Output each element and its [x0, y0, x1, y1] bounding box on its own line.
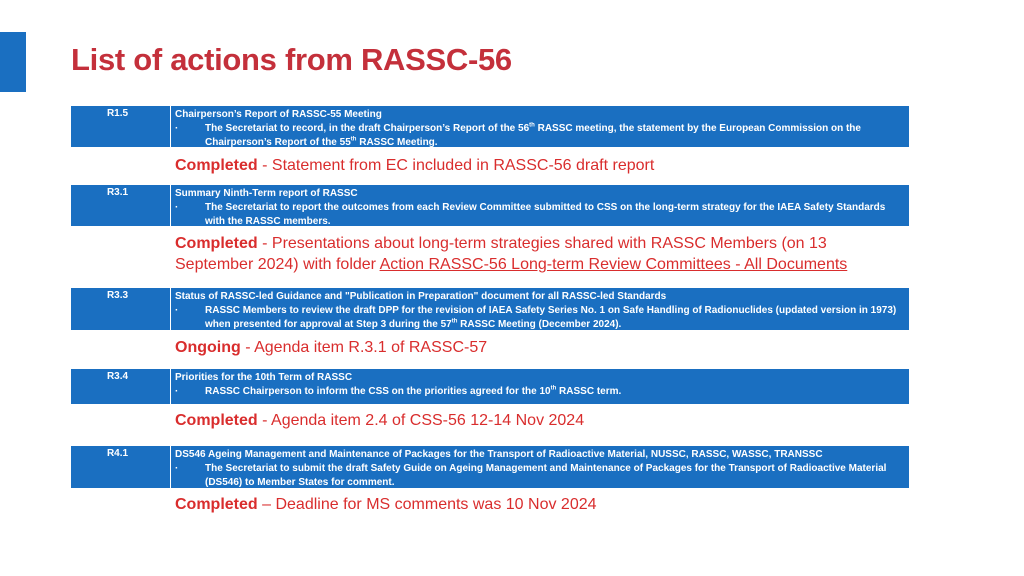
status-line: Completed - Agenda item 2.4 of CSS-56 12-14 Nov 2024 — [175, 412, 585, 429]
action-bullet — [175, 462, 904, 490]
action-text: The Secretariat to submit the draft Safety Guide on Ageing Management and Maintenance of Packages for the Transport of Radioactive Material (DS546) to Member States for comment. — [205, 463, 887, 488]
action-body — [171, 288, 909, 330]
action-heading: Chairperson’s Report of RASSC-55 Meeting — [175, 109, 382, 120]
status-line: Ongoing - Agenda item R.3.1 of RASSC-57 — [175, 339, 488, 356]
action-text: RASSC Members to review the draft DPP for the revision of IAEA Safety Series No. 1 on Safe Handling of Radionuclides (updated version in 1973) when presented for approval at Step 3 during the 57th RASSC Meeting (December 2024). — [205, 305, 897, 330]
action-id: R1.5 — [71, 106, 171, 147]
status-text: Agenda item 2.4 of CSS-56 12-14 Nov 2024 — [271, 412, 585, 429]
action-body — [171, 185, 909, 226]
bullet-icon: · — [175, 463, 179, 474]
action-bullet — [175, 304, 904, 332]
status-word: Completed — [175, 412, 258, 429]
action-row-r3-4 — [71, 369, 909, 404]
action-heading: Status of RASSC-led Guidance and "Publication in Preparation" document for all RASSC-led Standards — [175, 291, 667, 302]
action-row-r3-3 — [71, 288, 909, 330]
status-text: Agenda item R.3.1 of RASSC-57 — [254, 339, 488, 356]
action-bullet — [175, 385, 904, 399]
action-row-r3-1 — [71, 185, 909, 226]
action-bullet — [175, 122, 904, 150]
action-text: The Secretariat to record, in the draft Chairperson’s Report of the 56th RASSC meeting, the statement by the European Commission on the Chairperson’s Report of the 55th RASSC Meeting. — [205, 122, 861, 148]
status-text: Presentations about long-term strategies shared with RASSC Members (on 13 September 2024) with folder — [175, 235, 827, 273]
bullet-icon: · — [175, 202, 179, 213]
action-body — [171, 369, 909, 404]
status-word: Completed — [175, 235, 258, 252]
page-title: List of actions from RASSC-56 — [71, 42, 512, 77]
action-bullet — [175, 201, 904, 229]
action-row-r4-1 — [71, 446, 909, 488]
status-line: Completed - Statement from EC included in RASSC-56 draft report — [175, 157, 655, 174]
status-word: Ongoing — [175, 339, 241, 356]
status-text: Deadline for MS comments was 10 Nov 2024 — [275, 496, 597, 513]
action-id: R3.4 — [71, 369, 171, 404]
status-text: Statement from EC included in RASSC-56 draft report — [271, 157, 655, 174]
action-id: R4.1 — [71, 446, 171, 488]
bullet-icon: · — [175, 123, 179, 134]
status-line: Completed – Deadline for MS comments was 10 Nov 2024 — [175, 496, 597, 513]
action-row-r1-5 — [71, 106, 909, 147]
action-heading: Priorities for the 10th Term of RASSC — [175, 372, 353, 383]
accent-bar — [0, 32, 26, 92]
status-word: Completed — [175, 157, 258, 174]
status-word: Completed — [175, 496, 258, 513]
action-body — [171, 446, 909, 488]
action-text: RASSC Chairperson to inform the CSS on the priorities agreed for the 10th RASSC term. — [205, 385, 622, 397]
action-heading: Summary Ninth-Term report of RASSC — [175, 188, 358, 199]
action-id: R3.3 — [71, 288, 171, 330]
action-heading: DS546 Ageing Management and Maintenance of Packages for the Transport of Radioactive Material, NUSSC, RASSC, WASSC, TRANSSC — [175, 449, 823, 460]
bullet-icon: · — [175, 386, 179, 397]
documents-folder-link[interactable]: Action RASSC-56 Long-term Review Committees - All Documents — [379, 256, 848, 273]
action-body — [171, 106, 909, 147]
action-id: R3.1 — [71, 185, 171, 226]
bullet-icon: · — [175, 305, 179, 316]
status-line: Completed - Presentations about long-term strategies shared with RASSC Members (on 13 September 2024) with folder Action RASSC-56 Long-term Review Committees - All Documents — [175, 235, 848, 273]
action-text: The Secretariat to report the outcomes from each Review Committee submitted to CSS on the long-term strategy for the IAEA Safety Standards with the RASSC members. — [205, 202, 886, 227]
